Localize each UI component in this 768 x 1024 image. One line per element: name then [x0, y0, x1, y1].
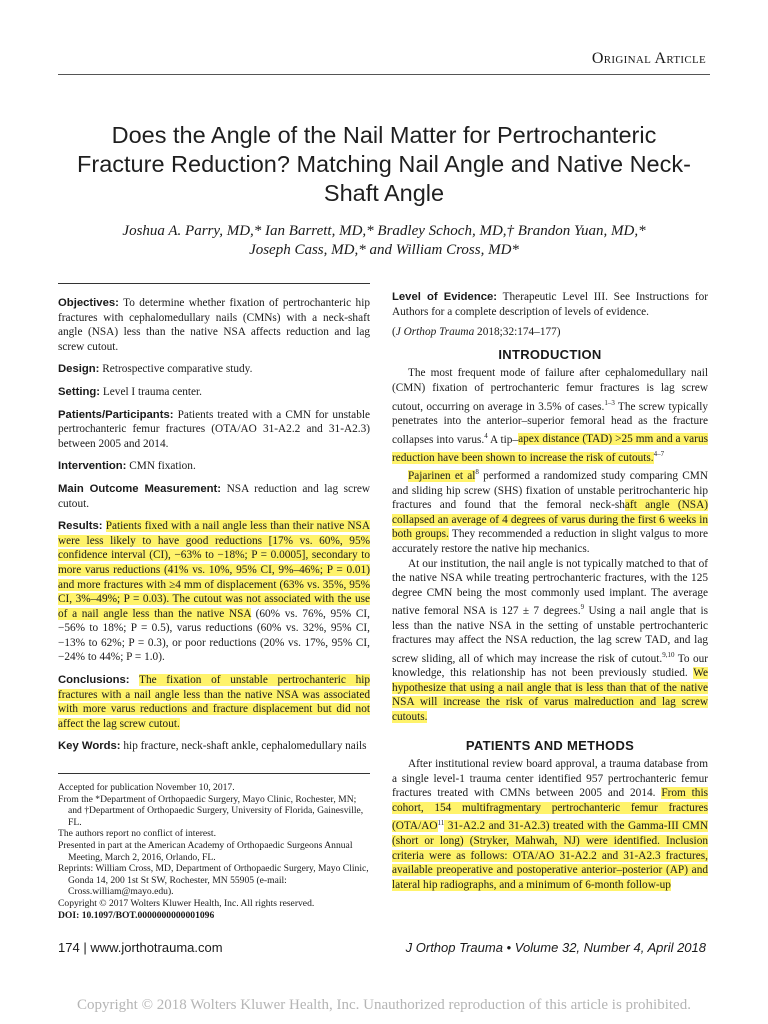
- objectives-text: To determine whether fixation of pertrochanteric hip fractures with cephalomedullary nails (CMNs) with a neck-shaft angle (NSA) less than the native NSA affects reduction and lag screw cutout.: [58, 297, 370, 353]
- level-of-evidence: [392, 290, 708, 319]
- ref-sup: 1–3: [604, 398, 615, 407]
- body-column: [392, 290, 708, 892]
- footnote-copyright: Copyright © 2017 Wolters Kluwer Health, Inc. All rights reserved.: [58, 897, 315, 909]
- footer-bullet: •: [506, 940, 512, 955]
- intro-p3-text: Using a nail angle that is less than the native NSA in the setting of unstable pertrochanteric fractures may affect the NSA reduction, the lag screw TAD, and lag screw sliding, all of which may increase the risk of cutout.: [392, 605, 709, 665]
- abstract-design: [58, 362, 370, 377]
- author-line-2: Joseph Cass, MD,* and William Cross, MD*: [249, 242, 519, 258]
- abstract-top-rule: [58, 283, 370, 284]
- methods-p1-highlight: 31-A2.2 and 31-A2.3) treated with the Gamma-III CMN (short or long) (Stryker, Mahwah, NJ) were identified. Inclusion criteria were as follows: OTA/AO 31-A2.2 and 31-A2.3 fractures, available preoperative and postoperative anterior–posterior (AP) and lateral hip radiographs, and a minimum of 6-month follow-up: [392, 820, 708, 891]
- author-list: [80, 222, 688, 260]
- intro-p3-text: To our knowledge, this relationship has not been previously studied.: [392, 652, 709, 680]
- footnote-doi: DOI: 10.1097/BOT.0000000000001096: [58, 909, 215, 921]
- setting-label: Setting:: [58, 385, 101, 398]
- abstract-objectives: [58, 296, 370, 354]
- abstract-keywords: [58, 739, 370, 754]
- footnote-rule: [58, 773, 370, 774]
- intro-p1-text: The screw typically penetrates into the anterior–superior femoral head as the fracture collapses into varus.: [392, 400, 708, 446]
- author-line-1: Joshua A. Parry, MD,* Ian Barrett, MD,* Bradley Schoch, MD,† Brandon Yuan, MD,*: [122, 223, 646, 239]
- abstract-setting: [58, 385, 370, 400]
- abstract-column: [58, 296, 370, 762]
- ref-sup: 9: [580, 603, 585, 612]
- patients-label: Patients/Participants:: [58, 408, 174, 421]
- conclusions-highlight: The fixation of unstable pertrochanteric hip fractures with a nail angle less than the native NSA was associated with more varus reductions and fracture displacement but did not affect the lag screw cutout.: [58, 674, 370, 730]
- outcome-text: NSA reduction and lag screw cutout.: [58, 482, 371, 510]
- methods-paragraph-1: [392, 757, 708, 892]
- ref-sup: 9,10: [662, 650, 675, 659]
- citation: [392, 325, 708, 340]
- design-text: Retrospective comparative study.: [102, 363, 253, 376]
- methods-heading: PATIENTS AND METHODS: [465, 737, 635, 753]
- intro-p2-text: performed a randomized study comparing CMN and sliding hip screw (SHS) fixation of unstable peritrochanteric hip fractures and found that the femoral neck-sh: [392, 470, 708, 512]
- intro-p2-text: They recommended a reduction in slight valgus to more accurately restore the native hip mechanics.: [392, 528, 708, 555]
- intervention-text: CMN fixation.: [129, 460, 196, 473]
- intro-p3-highlight: We hypothesize that using a nail angle that is less than that of the native NSA will increase the risk of varus malreduction and lag screw cutouts.: [392, 667, 708, 724]
- results-highlight: Patients fixed with a nail angle less than their native NSA were less likely to have good reductions [17% vs. 60%, 95% confidence interval (CI), −63% to −18%; P = 0.0005], secondary to more varus reductions (41% vs. 10%, 95% CI, 9%–46%; P = 0.01) and more fractures with ≥4 mm of displacement (63% vs. 35%, 95% CI, 3%–49%; P = 0.03). The cutout was not associated with the use of a nail angle less than the native NSA: [58, 520, 370, 620]
- article-title: Does the Angle of the Nail Matter for Pertrochanteric Fracture Reduction? Matching Nail Angle and Native Neck-Shaft Angle: [77, 122, 691, 206]
- evidence-label: Level of Evidence:: [392, 291, 498, 303]
- citation-journal: J Orthop Trauma: [395, 326, 475, 339]
- journal-site-link[interactable]: www.jorthotrauma.com: [90, 940, 223, 955]
- intro-p1-text: The most frequent mode of failure after cephalomedullary nail (CMN) fixation of pertrochanteric femur fractures is lag screw cutout, occurring on average in 3.5% of cases.: [392, 367, 708, 413]
- patients-text: Patients treated with a CMN for unstable pertrochanteric femur fractures (OTA/AO 31-A2.2 and 31-A2.3) between 2005 and 2014.: [58, 408, 370, 450]
- footer-right: [406, 940, 706, 955]
- copyright-watermark: Copyright © 2018 Wolters Kluwer Health, Inc. Unauthorized reproduction of this article is prohibited.: [77, 997, 691, 1013]
- results-label: Results:: [58, 520, 103, 533]
- section-label: Original Article: [591, 50, 706, 67]
- keywords-label: Key Words:: [58, 740, 121, 753]
- ref-sup: 8: [475, 468, 479, 477]
- intro-paragraph-1: [392, 366, 708, 465]
- intro-p1-highlight: apex distance (TAD) >25 mm and a varus reduction have been shown to increase the risk of cutouts.: [392, 433, 708, 464]
- intro-p2-highlight: aft angle (NSA) collapsed an average of 4 degrees of varus during the first 6 weeks in both groups.: [392, 499, 709, 541]
- citation-details: 2018;32:174–177): [474, 326, 561, 339]
- abstract-intervention: [58, 459, 370, 474]
- methods-p1-text: After institutional review board approval, a trauma database from a single level-1 trauma center identified 957 pertrochanteric femur fractures treated with CMNs between 2005 and 2014.: [392, 758, 708, 800]
- intro-p3-text: At our institution, the nail angle is not typically matched to that of the native NSA while treating pertrochanteric fractures, with the 125 degree CMN being the most commonly used implant. The average native femoral NSA is 127 ± 7 degrees.: [392, 557, 708, 618]
- citation-paren: (: [392, 326, 396, 339]
- abstract-outcome: [58, 482, 370, 511]
- header-rule: [58, 74, 710, 75]
- page-number: 174: [58, 940, 80, 955]
- methods-p1-highlight: From this cohort, 154 multifragmentary pertrochanteric femur fractures (OTA/AO: [392, 787, 708, 833]
- footnote-reprints: Reprints: William Cross, MD, Department of Orthopaedic Surgery, Mayo Clinic, Gonda 14, 200 1st St SW, Rochester, MN 55905 (e-mail: Cross.william@mayo.edu).: [58, 863, 369, 898]
- abstract-conclusions: [58, 673, 370, 731]
- ref-sup: 11: [437, 818, 445, 827]
- conclusions-label: Conclusions:: [58, 674, 130, 687]
- objectives-label: Objectives:: [58, 297, 119, 309]
- outcome-label: Main Outcome Measurement:: [58, 482, 222, 495]
- footnote-accepted: Accepted for publication November 10, 2017.: [58, 782, 235, 793]
- footnote-affiliations: From the *Department of Orthopaedic Surgery, Mayo Clinic, Rochester, MN; and †Department of Orthopaedic Surgery, University of Florida, Gainesville, FL.: [58, 793, 364, 828]
- footnote-presented: Presented in part at the American Academy of Orthopaedic Surgeons Annual Meeting, March 2, 2016, Orlando, FL.: [58, 839, 353, 863]
- introduction-heading: INTRODUCTION: [498, 346, 602, 362]
- results-text: (60% vs. 76%, 95% CI, −56% to 18%; P = 0.5), varus reductions (60% vs. 32%, 95% CI, −13% to 62%; P = 0.3), or poor reductions (20% vs. 17%, 95% CI, −24% to 44%; P = 1.0).: [58, 607, 370, 664]
- keywords-text: hip fracture, neck-shaft ankle, cephalomedullary nails: [123, 740, 367, 753]
- intervention-label: Intervention:: [58, 460, 127, 473]
- intro-p2-highlight: Pajarinen et al: [408, 470, 476, 482]
- intro-paragraph-2: [392, 465, 708, 556]
- evidence-text: Therapeutic Level III. See Instructions for Authors for a complete description of levels of evidence.: [392, 291, 708, 318]
- footer-left: [58, 940, 223, 955]
- footnotes: [58, 782, 370, 921]
- footnote-conflict: The authors report no conflict of interest.: [58, 828, 216, 840]
- footer-issue: Volume 32, Number 4, April 2018: [514, 940, 706, 955]
- ref-sup: 4: [484, 431, 488, 440]
- intro-paragraph-3: [392, 557, 708, 725]
- footer-separator: |: [83, 940, 87, 955]
- setting-text: Level I trauma center.: [102, 385, 202, 398]
- ref-sup: 4–7: [653, 449, 665, 458]
- abstract-results: [58, 519, 370, 665]
- footer-journal: J Orthop Trauma: [405, 940, 503, 955]
- intro-p1-text: A tip–: [487, 433, 519, 446]
- design-label: Design:: [58, 363, 100, 376]
- abstract-patients: [58, 408, 370, 452]
